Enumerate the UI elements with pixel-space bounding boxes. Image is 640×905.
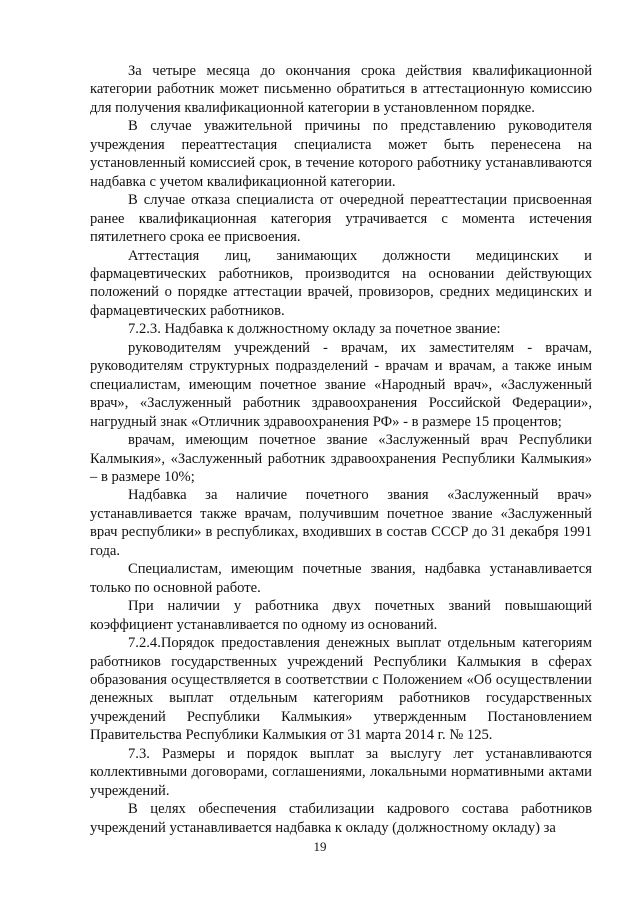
paragraph-main-job-only: Специалистам, имеющим почетные звания, надбавка устанавливается только по основной работе.: [90, 561, 592, 596]
paragraph-postponement: В случае уважительной причины по представлению руководителя учреждения переаттестация специалиста может быть перенесена на установленный комиссией срок, в течение которого работнику устанавливаются надбавка с учетом квалификационной категории.: [90, 118, 592, 190]
document-page: [90, 62, 592, 837]
paragraph-requalification-request: За четыре месяца до окончания срока действия квалификационной категории работник может письменно обратиться в аттестационную комиссию для получения квалификационной категории в установленном порядке.: [90, 63, 592, 116]
paragraph-medical-attestation: Аттестация лиц, занимающих должности медицинских и фармацевтических работников, производится на основании действующих положений о порядке аттестации врачей, провизоров, средних медицинских и фармацевтических работников.: [90, 247, 592, 319]
page-number: 19: [313, 839, 327, 854]
paragraph-stabilization: В целях обеспечения стабилизации кадрового состава работников учреждений устанавливается надбавка к окладу (должностному окладу) за: [90, 801, 592, 836]
paragraph-honorary-title-10: врачам, имеющим почетное звание «Заслуженный врач Республики Калмыкия», «Заслуженный работник здравоохранения Республики Калмыкия» – в размере 10%;: [90, 432, 592, 485]
paragraph-refusal: В случае отказа специалиста от очередной переаттестации присвоенная ранее квалификационная категория утрачивается с момента истечения пятилетнего срока ее присвоения.: [90, 192, 592, 246]
paragraph-honorary-title-15: руководителям учреждений - врачам, их заместителям - врачам, руководителям структурных подразделений - врачам и врачам, а также иным специалистам, имеющим почетное звание «Народный врач», «Заслуженный врач», «Заслуженный работник здравоохранения Российской Федерации», нагрудный знак «Отличник здравоохранения РФ» - в размере 15 процентов;: [90, 339, 592, 430]
paragraph-section-7-3: 7.3. Размеры и порядок выплат за выслугу лет устанавливаются коллективными договорами, соглашениями, локальными нормативными актами учреждений.: [90, 745, 592, 799]
paragraph-section-7-2-3: 7.2.3. Надбавка к должностному окладу за почетное звание:: [128, 321, 501, 338]
paragraph-ussr-republics: Надбавка за наличие почетного звания «Заслуженный врач» устанавливается также врачам, получившим почетное звание «Заслуженный врач республики» в республиках, входивших в состав СССР до 31 декабря 1991 года.: [90, 487, 592, 559]
paragraph-two-titles: При наличии у работника двух почетных званий повышающий коэффициент устанавливается по одному из оснований.: [90, 598, 592, 633]
paragraph-section-7-2-4: 7.2.4.Порядок предоставления денежных выплат отдельным категориям работников государственных учреждений Республики Калмыкия в сферах образования осуществляется в соответствии с Положением «Об осуществлении денежных выплат отдельным категориям работников государственных учреждений Республики Калмыкия» утвержденным Постановлением Правительства Республики Калмыкия от 31 марта 2014 г. № 125.: [90, 635, 592, 744]
